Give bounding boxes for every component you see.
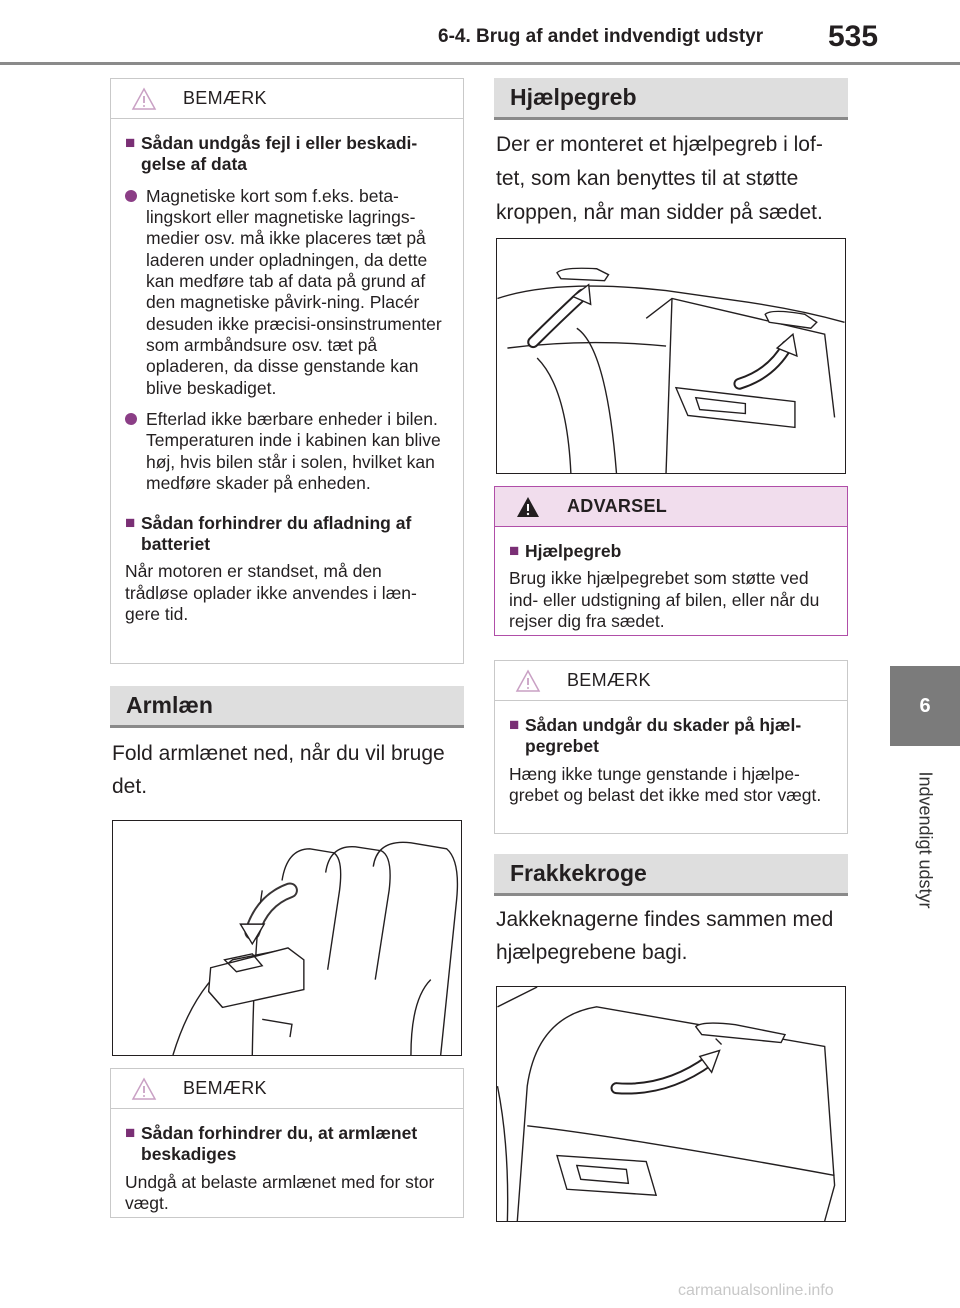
- section-header-hjaelpegreb: Hjælpegreb: [494, 78, 848, 120]
- notice-box-armrest: [110, 1068, 464, 1218]
- notice-subheading: ■ Sådan forhindrer du, at armlænet beskadiges: [125, 1123, 418, 1165]
- notice-header: [111, 79, 463, 119]
- notice-box-grip: [494, 660, 848, 834]
- notice-header: [495, 661, 847, 701]
- footer-watermark: carmanualsonline.info: [678, 1282, 834, 1299]
- coat-hook-illustration: [496, 986, 846, 1222]
- notice-subheading: ■ Sådan undgår du skader på hjæl-pegrebet: [509, 715, 802, 757]
- header-rule: [0, 62, 960, 65]
- assist-grip-illustration: [496, 238, 846, 474]
- header-title: 6-4. Brug af andet indvendigt udstyr: [438, 26, 764, 47]
- notice-header: [111, 1069, 463, 1109]
- notice-paragraph: Når motoren er standset, må den trådløse oplader ikke anvendes i læn-gere tid.: [125, 561, 417, 624]
- warning-subheading: ■ Hjælpegreb: [509, 541, 622, 561]
- chapter-tab[interactable]: [890, 666, 960, 746]
- warning-paragraph: Brug ikke hjælpegrebet som støtte ved ind- eller udstigning af bilen, eller når du rejser dig fra sædet.: [509, 568, 820, 632]
- notice-label: BEMÆRK: [183, 1077, 267, 1098]
- section-header-armlaen: Armlæn: [110, 686, 464, 728]
- caution-triangle-icon: [131, 1077, 157, 1101]
- notice-paragraph: Undgå at belaste armlænet med for stor vægt.: [125, 1171, 435, 1214]
- notice-label: BEMÆRK: [183, 87, 267, 108]
- hjaelpegreb-text: Der er monteret et hjælpegreb i lof-tet, som kan benyttes til at støtte kroppen, når man sidder på sædet.: [496, 133, 823, 225]
- bullet-dot-icon: [125, 413, 137, 425]
- notice-subheading: ■ Sådan undgås fejl i eller beskadi-gelse af data: [125, 133, 418, 175]
- caution-triangle-icon: [515, 669, 541, 693]
- chapter-number: 6: [919, 694, 931, 717]
- warning-header: [495, 487, 847, 527]
- bullet-dot-icon: [125, 190, 137, 202]
- chapter-label: Indvendigt udstyr: [915, 771, 936, 909]
- caution-triangle-icon: [131, 87, 157, 111]
- page-number: 535: [828, 20, 879, 53]
- section-header-frakkekroge: Frakkekroge: [494, 854, 848, 896]
- warning-label: ADVARSEL: [567, 495, 668, 516]
- warning-box: [494, 486, 848, 636]
- warning-triangle-icon: [515, 495, 541, 519]
- notice-subheading: ■ Sådan forhindrer du afladning af batteriet: [125, 512, 412, 554]
- notice-paragraph: Hæng ikke tunge genstande i hjælpe-grebet og belast det ikke med stor vægt.: [509, 763, 822, 806]
- notice-bullet: Magnetiske kort som f.eks. beta-lingskort eller magnetiske lagrings-medier osv. må ikke placeres tæt på laderen under opladningen, da dette kan medføre tab af data på grund af den magnetiske påvirk-ning. Placér desuden ikke præcisi-onsinstrumenter som armbåndsure osv. tæt på opladeren, da disse genstande kan blive beskadiget.: [125, 186, 449, 399]
- frakkekroge-text: Jakkeknagerne findes sammen med hjælpegrebene bagi.: [496, 908, 834, 964]
- notice-box-data: [110, 78, 464, 664]
- notice-bullet: Efterlad ikke bærbare enheder i bilen. Temperaturen inde i kabinen kan blive høj, hvis bilen står i solen, hvilket kan medføre skader på enheden.: [125, 409, 449, 494]
- notice-label: BEMÆRK: [567, 669, 651, 690]
- armrest-illustration: [112, 820, 462, 1056]
- armlaen-text: Fold armlænet ned, når du vil bruge det.: [112, 742, 445, 798]
